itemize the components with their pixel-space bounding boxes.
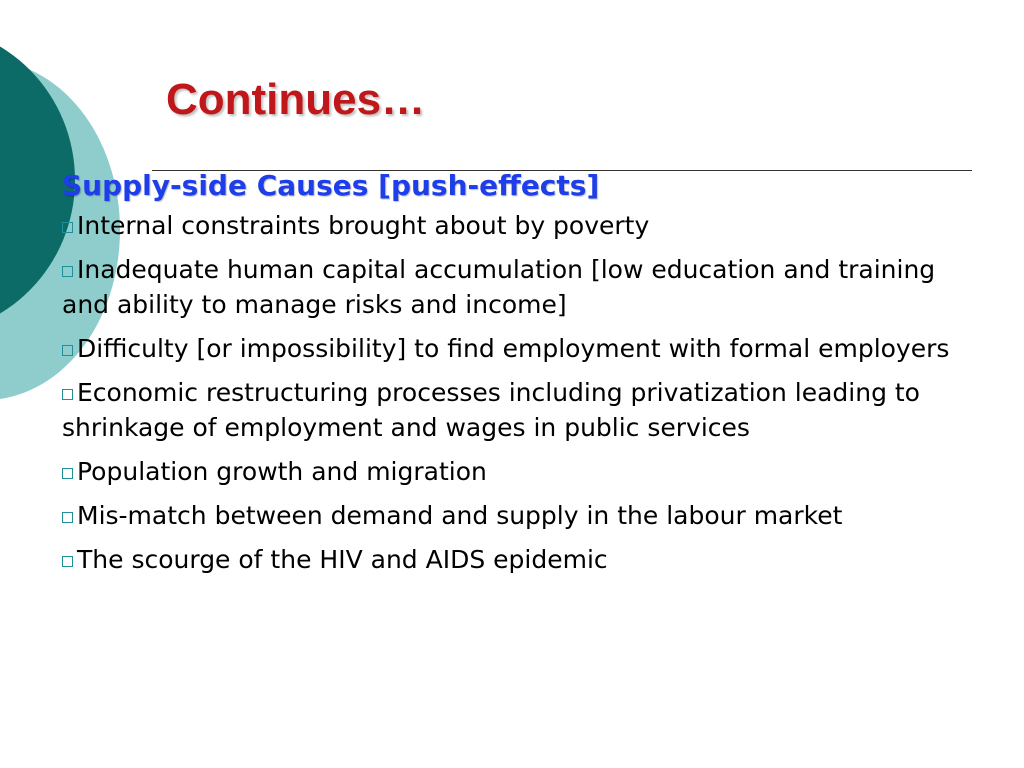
bullet-item xyxy=(62,375,982,445)
checkbox-square-icon xyxy=(62,468,73,479)
checkbox-square-icon xyxy=(62,556,73,567)
checkbox-square-icon xyxy=(62,222,73,233)
bullet-text: The scourge of the HIV and AIDS epidemic xyxy=(77,545,608,574)
checkbox-square-icon xyxy=(62,512,73,523)
checkbox-square-icon xyxy=(62,345,73,356)
bullet-text: Inadequate human capital accumulation [low education and training and ability to manage risks and income] xyxy=(62,255,936,319)
bullet-list xyxy=(62,208,982,577)
section-heading: Supply-side Causes [push-effects] xyxy=(62,169,600,202)
bullet-item xyxy=(62,542,982,577)
bullet-text: Population growth and migration xyxy=(77,457,487,486)
bullet-item xyxy=(62,454,982,489)
bullet-item xyxy=(62,252,982,322)
bullet-item xyxy=(62,498,982,533)
bullet-text: Economic restructuring processes including privatization leading to shrinkage of employment and wages in public services xyxy=(62,378,920,442)
slide-body xyxy=(62,166,982,586)
bullet-text: Mis-match between demand and supply in the labour market xyxy=(77,501,843,530)
bullet-text: Difficulty [or impossibility] to find employment with formal employers xyxy=(77,334,950,363)
checkbox-square-icon xyxy=(62,266,73,277)
bullet-item xyxy=(62,331,982,366)
bullet-item xyxy=(62,208,982,243)
slide-title: Continues… xyxy=(166,75,426,124)
checkbox-square-icon xyxy=(62,389,73,400)
bullet-text: Internal constraints brought about by poverty xyxy=(77,211,650,240)
